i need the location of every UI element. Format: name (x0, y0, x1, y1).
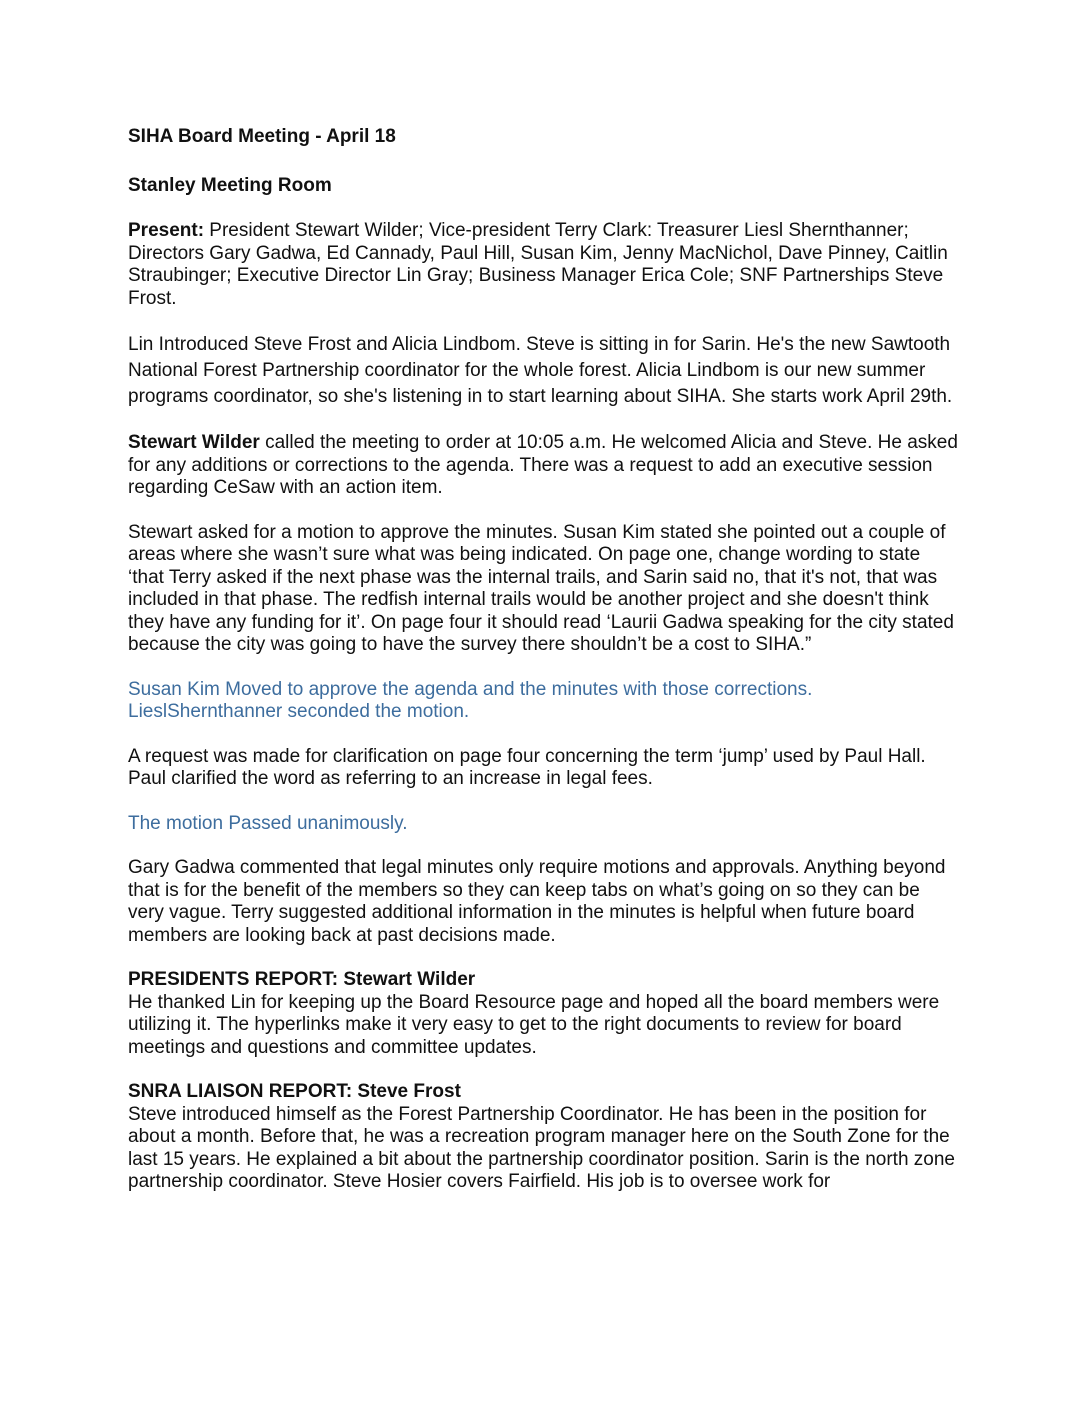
document-page (128, 126, 958, 1216)
present-label: Present: (128, 220, 205, 241)
presidents-report-body: He thanked Lin for keeping up the Board Resource page and hoped all the board members were utilizing it. The hyperlinks make it very easy to get to the right documents to review for board meetings and questions and committee updates. (128, 991, 940, 1058)
presidents-report-heading: PRESIDENTS REPORT: Stewart Wilder (128, 969, 476, 990)
clarification-paragraph: A request was made for clarification on page four concerning the term ‘jump’ used by Paul Hall. Paul clarified the word as referring to an increase in legal fees. (128, 745, 926, 789)
call-to-order-paragraph (128, 432, 958, 500)
motion-passed: The motion Passed unanimously. (128, 812, 408, 834)
present-text: President Stewart Wilder; Vice-president Terry Clark: Treasurer Liesl Shernthanner; Directors Gary Gadwa, Ed Cannady, Paul Hill, Susan Kim, Jenny MacNichol, Dave Pinney, Caitlin Straubinger; Executive Director Lin Gray; Business Manager Erica Cole; SNF Partnerships Steve Frost. (128, 220, 948, 309)
call-to-order-name: Stewart Wilder (128, 432, 260, 453)
introductions-paragraph: Lin Introduced Steve Frost and Alicia Lindbom. Steve is sitting in for Sarin. He's the new Sawtooth National Forest Partnership coordinator for the whole forest. Alicia Lindbom is our new summer programs coordinator, so she's listening in to start learning about SIHA. She starts work April 29th. (128, 334, 953, 407)
minutes-paragraph: Stewart asked for a motion to approve the minutes. Susan Kim stated she pointed out a couple of areas where she wasn’t sure what was being indicated. On page one, change wording to state ‘that Terry asked if the next phase was the internal trails, and Sarin said no, that it's not, that was included in that phase. The redfish internal trails would be another project and she doesn't think they have any funding for it’. On page four it should read ‘Laurii Gadwa speaking for the city stated because the city was going to have the survey there shouldn’t be a cost to SIHA.” (128, 521, 954, 655)
document-title: SIHA Board Meeting - April 18 (128, 126, 396, 147)
snra-liaison-report-heading: SNRA LIAISON REPORT: Steve Frost (128, 1081, 461, 1102)
attendees-paragraph (128, 220, 958, 310)
legal-minutes-paragraph: Gary Gadwa commented that legal minutes only require motions and approvals. Anything beyond that is for the benefit of the members so they can keep tabs on what’s going on so they can be very vague. Terry suggested additional information in the minutes is helpful when future board members are looking back at past decisions made. (128, 857, 946, 946)
snra-liaison-report-body: Steve introduced himself as the Forest Partnership Coordinator. He has been in the position for about a month. Before that, he was a recreation program manager here on the South Zone for the last 15 years. He explained a bit about the partnership coordinator position. Sarin is the north zone partnership coordinator. Steve Hosier covers Fairfield. His job is to oversee work for (128, 1103, 956, 1192)
call-to-order-text: called the meeting to order at 10:05 a.m. He welcomed Alicia and Steve. He asked for any additions or corrections to the agenda. There was a request to add an executive session regarding CeSaw with an action item. (128, 432, 958, 498)
motion-approve-minutes: Susan Kim Moved to approve the agenda and the minutes with those corrections. LieslShernthanner seconded the motion. (128, 678, 813, 722)
meeting-location: Stanley Meeting Room (128, 174, 332, 196)
